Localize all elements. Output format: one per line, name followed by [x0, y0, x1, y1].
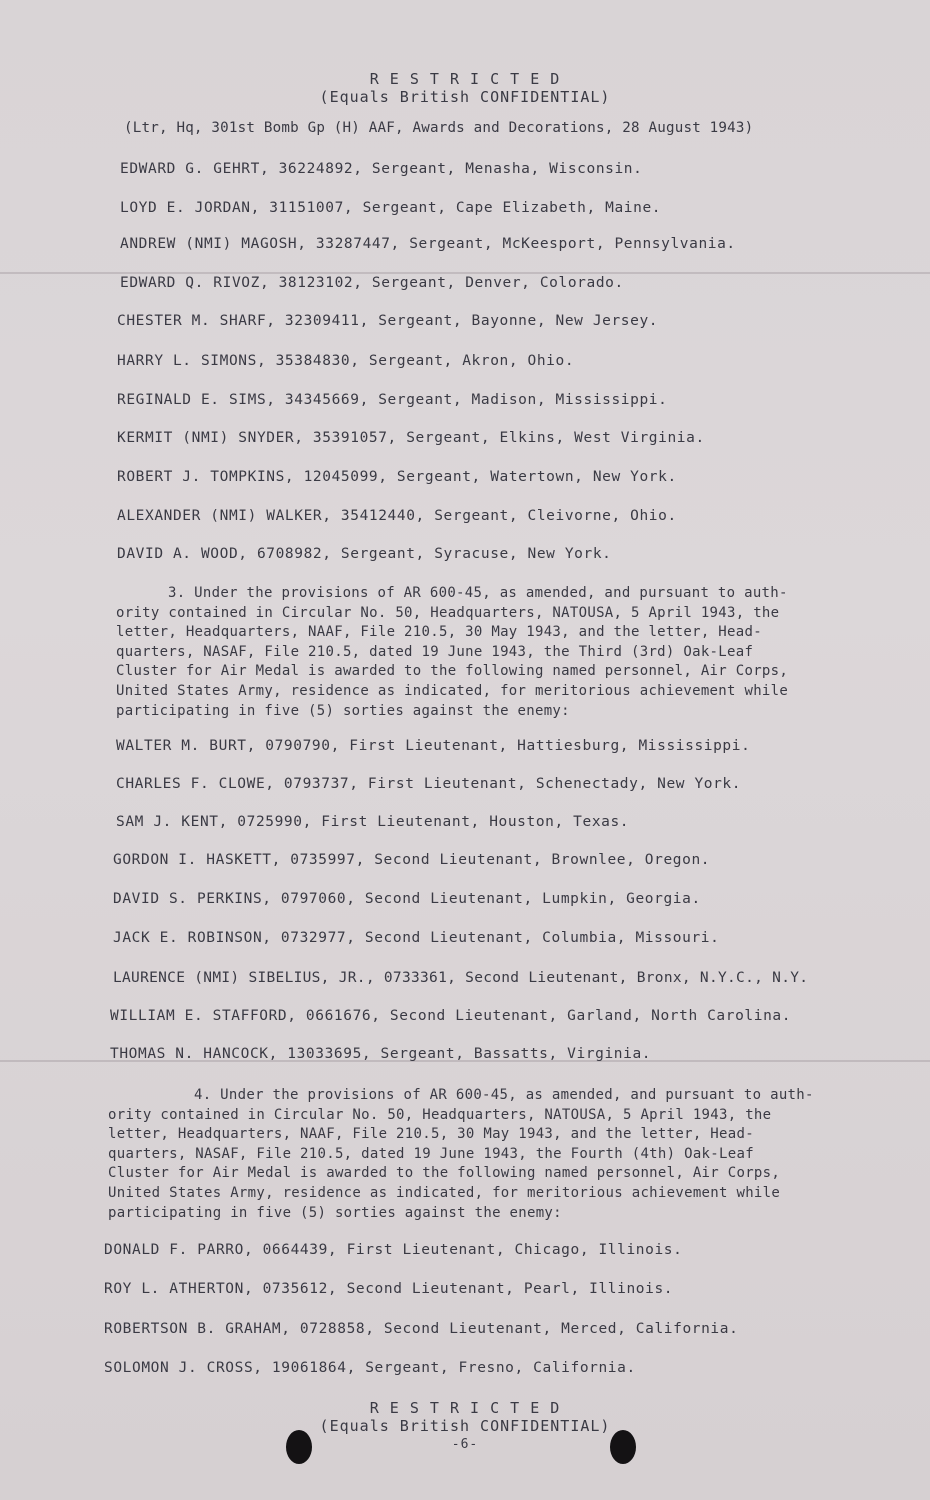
- restricted-footer: R E S T R I C T E D: [369, 1399, 561, 1417]
- personnel-entry: CHESTER M. SHARF, 32309411, Sergeant, Bayonne, New Jersey.: [117, 313, 659, 329]
- paragraph-line: Cluster for Air Medal is awarded to the following named personnel, Air Corps,: [108, 1165, 781, 1182]
- paragraph-line: ority contained in Circular No. 50, Headquarters, NATOUSA, 5 April 1943, the: [108, 1106, 772, 1123]
- restricted-header: R E S T R I C T E D: [369, 70, 561, 88]
- paragraph-line: 4. Under the provisions of AR 600-45, as amended, and pursuant to auth-: [194, 1087, 814, 1103]
- personnel-entry: ROBERT J. TOMPKINS, 12045099, Sergeant, Watertown, New York.: [117, 469, 677, 485]
- personnel-entry: EDWARD G. GEHRT, 36224892, Sergeant, Menasha, Wisconsin.: [120, 161, 643, 177]
- paragraph-line: letter, Headquarters, NAAF, File 210.5, 30 May 1943, and the letter, Head-: [116, 624, 762, 641]
- personnel-entry: SOLOMON J. CROSS, 19061864, Sergeant, Fresno, California.: [104, 1360, 636, 1376]
- personnel-entry: SAM J. KENT, 0725990, First Lieutenant, Houston, Texas.: [116, 814, 630, 830]
- personnel-entry: WALTER M. BURT, 0790790, First Lieutenant, Hattiesburg, Mississippi.: [116, 738, 751, 754]
- classification-note: (Equals British CONFIDENTIAL): [319, 88, 611, 106]
- paragraph-line: quarters, NASAF, File 210.5, dated 19 June 1943, the Third (3rd) Oak-Leaf: [116, 643, 754, 660]
- paragraph-line: United States Army, residence as indicated, for meritorious achievement while: [116, 682, 789, 699]
- letter-reference: (Ltr, Hq, 301st Bomb Gp (H) AAF, Awards and Decorations, 28 August 1943): [124, 120, 754, 136]
- paragraph-line: 3. Under the provisions of AR 600-45, as amended, and pursuant to auth-: [168, 585, 788, 601]
- page-number: -6-: [451, 1437, 479, 1452]
- paragraph-line: quarters, NASAF, File 210.5, dated 19 June 1943, the Fourth (4th) Oak-Leaf: [108, 1145, 754, 1162]
- punch-hole: [610, 1430, 636, 1464]
- classification-note-footer: (Equals British CONFIDENTIAL): [319, 1417, 611, 1435]
- personnel-entry: JACK E. ROBINSON, 0732977, Second Lieutenant, Columbia, Missouri.: [113, 930, 720, 946]
- paragraph-4: [108, 1086, 814, 1223]
- personnel-entry: WILLIAM E. STAFFORD, 0661676, Second Lieutenant, Garland, North Carolina.: [110, 1008, 792, 1024]
- paragraph-3: [116, 584, 788, 721]
- paragraph-line: participating in five (5) sorties against the enemy:: [108, 1204, 562, 1221]
- personnel-entry: DAVID S. PERKINS, 0797060, Second Lieutenant, Lumpkin, Georgia.: [113, 891, 701, 907]
- personnel-entry: ROY L. ATHERTON, 0735612, Second Lieutenant, Pearl, Illinois.: [104, 1281, 674, 1297]
- punch-hole: [286, 1430, 312, 1464]
- personnel-entry: HARRY L. SIMONS, 35384830, Sergeant, Akron, Ohio.: [117, 353, 575, 369]
- paragraph-line: ority contained in Circular No. 50, Headquarters, NATOUSA, 5 April 1943, the: [116, 604, 780, 621]
- personnel-entry: LAURENCE (NMI) SIBELIUS, JR., 0733361, Second Lieutenant, Bronx, N.Y.C., N.Y.: [113, 970, 809, 986]
- personnel-entry: DAVID A. WOOD, 6708982, Sergeant, Syracuse, New York.: [117, 546, 612, 562]
- personnel-entry: GORDON I. HASKETT, 0735997, Second Lieutenant, Brownlee, Oregon.: [113, 852, 711, 868]
- personnel-entry: ROBERTSON B. GRAHAM, 0728858, Second Lieutenant, Merced, California.: [104, 1321, 739, 1337]
- paragraph-line: Cluster for Air Medal is awarded to the following named personnel, Air Corps,: [116, 663, 789, 680]
- fold-crease: [0, 272, 930, 274]
- personnel-entry: ALEXANDER (NMI) WALKER, 35412440, Sergeant, Cleivorne, Ohio.: [117, 508, 677, 524]
- paragraph-line: letter, Headquarters, NAAF, File 210.5, 30 May 1943, and the letter, Head-: [108, 1126, 754, 1143]
- personnel-entry: ANDREW (NMI) MAGOSH, 33287447, Sergeant, McKeesport, Pennsylvania.: [120, 236, 736, 252]
- personnel-entry: KERMIT (NMI) SNYDER, 35391057, Sergeant, Elkins, West Virginia.: [117, 430, 705, 446]
- paragraph-line: participating in five (5) sorties against the enemy:: [116, 702, 570, 719]
- personnel-entry: THOMAS N. HANCOCK, 13033695, Sergeant, Bassatts, Virginia.: [110, 1046, 652, 1062]
- personnel-entry: DONALD F. PARRO, 0664439, First Lieutenant, Chicago, Illinois.: [104, 1242, 683, 1258]
- personnel-entry: EDWARD Q. RIVOZ, 38123102, Sergeant, Denver, Colorado.: [120, 275, 624, 291]
- personnel-entry: CHARLES F. CLOWE, 0793737, First Lieutenant, Schenectady, New York.: [116, 776, 742, 792]
- personnel-entry: LOYD E. JORDAN, 31151007, Sergeant, Cape Elizabeth, Maine.: [120, 200, 662, 216]
- personnel-entry: REGINALD E. SIMS, 34345669, Sergeant, Madison, Mississippi.: [117, 392, 668, 408]
- paragraph-line: United States Army, residence as indicated, for meritorious achievement while: [108, 1184, 781, 1201]
